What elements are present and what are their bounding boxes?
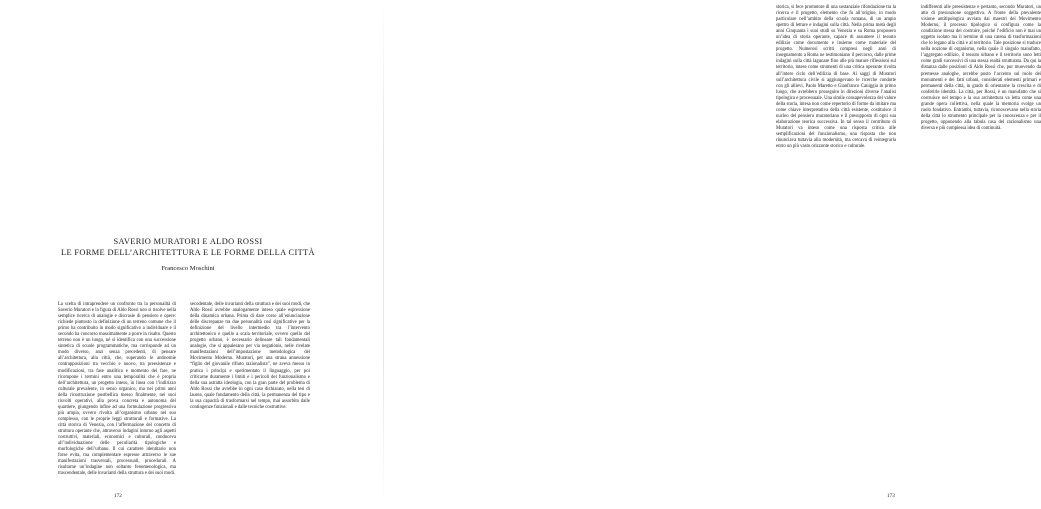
column-2-text: secodentale, delle invarianti della struttura e dei suoi modi, che Aldo Rossi avrebbe analogamente inteso quale espressione della dinamica urbana. Prima di dare corso all’enunciazione delle discrepanze tra due personalità così significative per la definizione del livello intermedio tra l’intervento architettonico e quello a scala territoriale, ovvero quello del progetto urbano, è necessario delineare tali fondamentali analogie, che si appalesano per via negationis, nelle rivelate manifestazioni dell’impostazione metodologica del Movimento Moderno. Muratori, per una strana annessione “figlio del giovanile rifiuto razionalista”, ne aveva messo in pratica i principi e sperimentato il linguaggio, per poi criticarne duramente i limiti e i pericoli del funzionalismo e della sua astratta ideologia, con la gran parte del problema di Aldo Rossi che avrebbe in ogni caso dichiarato, nella tesi di laurea, quale fondamento della città, la permanenza del tipo e la sua capacità di trasformarsi nel tempo, mai assorbito dalle contingenze funzionali e dalle tecniche costruttive.	[190, 302, 310, 410]
page-number-left: 172	[114, 493, 122, 499]
column-1-text: La scelta di intraprendere un confronto tra la personalità di Saverio Muratori e la figura di Aldo Rossi non si risolve nella semplice ricerca di analogie e discrasie di pensiero e opere: richiede piuttosto la definizione di un terreno comune che il primo ha contribuito in modo significativo a individuare e il secondo ha concorso massimamente a porre in risalto. Questo terreno non è un luogo, né si identifica con una successione sintetica di scuole programmatiche, ma corrisponde ad un modo diverso, anzi senza precedenti, di pensare all’architettura, alla città, che, superando le antinomie contrapposizioni tra vecchio e nuovo, tra preesistenze e modificazioni, tra fase analitica e momento del fare, ne ricompone i termini entro una temporalità che è propria dell’architettura, un progetto inteso, in linea con l’indirizzo culturale prevalente, in senso organico, ma nei primi anni della ricostruzione postbellica messo finalmente, nei suoi risvolti operativi, alla prova concreta e autonoma del quartiere, giungendo infine ad una formulazione progressiva più ampia, ovvero rivolta all’organismo urbano nel suo complesso, con le proprie leggi strutturali e formative. La città storica di Venezia, con l’affermazione del concetto di struttura operante che, attraverso indagini intorno agli aspetti costruttivi, materiali, economici e culturali, conduceva all’individuazione delle peculiarità tipologiche e morfologiche dell’urbano. Il cui carattere identitario non forse evita, ma complementare espresse attraverso le sue manifestazioni trasversali, processuali, procedurali. A risultarne un’indagine non soltanto fenomenologica, ma trascendentale, delle invarianti della struttura e dei suoi modi.	[58, 302, 176, 477]
page-number-right: 173	[887, 493, 895, 499]
right-page	[384, 0, 1041, 509]
body-column-4	[921, 5, 1041, 488]
column-3-text: storica, si fece promotore di una sostanziale rifondazione tra la ricerca e il progetto, elemento che fu all’origine, in modo particolare nell’ambito della scuola romana, di un ampio spettro di letture e indagini sulla città. Nella prima metà degli anni Cinquanta i suoi studi su Venezia e su Roma proposero un’idea di storia operante, capace di assumere il tessuto edilizio come documento e insieme come materiale del progetto. Numerosi scritti compresi negli anni di insegnamento a Roma ne testimoniano il percorso, dalle prime indagini sulla città lagunare fino alle più mature riflessioni sul territorio, intese come strumenti di una critica operante rivolta all’intero ciclo dell’edilizia di base. Ai saggi di Muratori sull’architettura civile si aggiungevano le ricerche condotte con gli allievi, Paolo Maretto e Gianfranco Caniggia in primo luogo, che avrebbero proseguito in direzioni diverse l’analisi tipologica e processuale. Una simile consapevolezza del valore della storia, intesa non come repertorio di forme da imitare ma come chiave interpretativa della città esistente, costituisce il nucleo del pensiero muratoriano e il presupposto di ogni sua elaborazione teorica successiva. In tal senso il contributo di Muratori va inteso come una risposta critica alle semplificazioni del funzionalismo, una risposta che non rinunciava tuttavia alla modernità, ma cercava di reintegrarla entro un più vasto orizzonte storico e culturale.	[776, 5, 896, 150]
body-column-1	[58, 302, 176, 488]
essay-title	[58, 236, 318, 258]
title-line-2: LE FORME DELL’ARCHITETTURA E LE FORME DELLA CITTÀ	[61, 248, 315, 257]
author-name: Francesco Moschini	[161, 265, 215, 272]
left-page	[0, 0, 384, 509]
body-column-2	[190, 302, 310, 488]
title-line-1: SAVERIO MURATORI E ALDO ROSSI	[113, 237, 263, 246]
column-4-text: indifferenti alle preesistenze e pertanto, secondo Muratori, un atto di presunzione soggettiva. A fronte della prevalente visione antitipologica avviata dai maestri del Movimento Moderno, il processo tipologico si configura come la condizione stessa del costruire, poiché l’edificio non è mai un oggetto isolato ma il termine di una catena di trasformazioni che lo legano alla città e al territorio. Tale posizione si traduce nella nozione di organismo, nella quale il singolo manufatto, l’aggregato edilizio, il tessuto urbano e il territorio sono letti come gradi successivi di una stessa realtà strutturata. Da qui la distanza dalle posizioni di Aldo Rossi che, pur muovendo da premesse analoghe, avrebbe posto l’accento sul ruolo dei monumenti e dei fatti urbani, considerati elementi primari e permanenti della città, in grado di orientarne la crescita e di conferirle identità. La città, per Rossi, è un manufatto che si costruisce nel tempo e la sua architettura va letta come una grande opera collettiva, nella quale la memoria svolge un ruolo fondativo. Entrambi, tuttavia, riconoscevano nella storia della città lo strumento principale per la conoscenza e per il progetto, opponendo alla tabula rasa del razionalismo una diversa e più complessa idea di continuità.	[921, 5, 1041, 131]
body-column-3	[776, 5, 896, 488]
